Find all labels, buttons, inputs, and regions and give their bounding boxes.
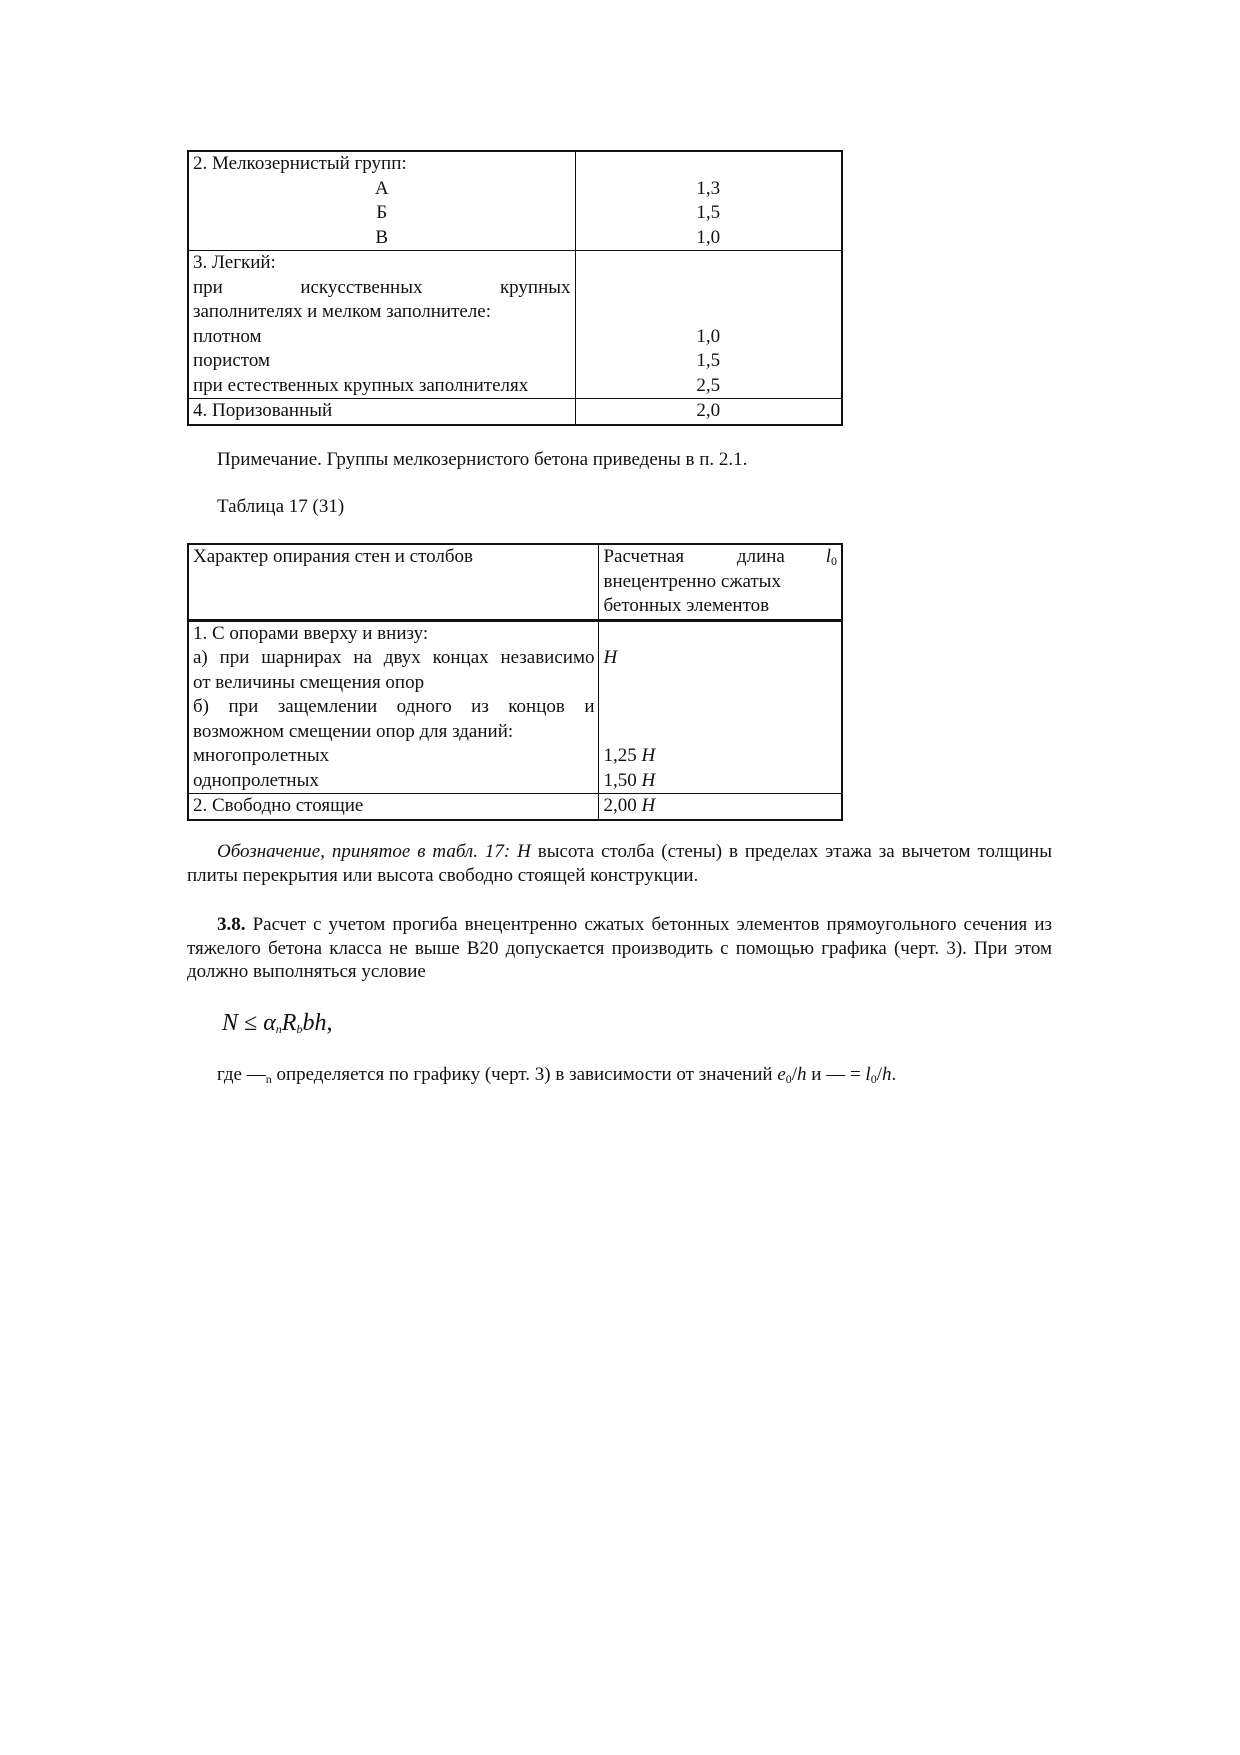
cell-line: возможном смещении опор для зданий:: [193, 720, 514, 742]
header-first-line: [603, 545, 837, 570]
cell-line-blank: [193, 594, 594, 619]
cell-line-blank: [603, 671, 837, 696]
table-row: [188, 399, 842, 425]
cell-line: б) при защемлении одного из концов и: [193, 696, 595, 717]
cell-line: 3. Легкий:: [193, 252, 276, 273]
cell-line: 2. Мелкозернистый групп:: [193, 153, 407, 174]
cell-line-blank: [580, 276, 837, 301]
cell-line-blank: [603, 695, 837, 720]
formula-le-sign: ≤: [244, 1010, 258, 1036]
cell-line: [603, 769, 837, 794]
cell-line: 2,5: [696, 374, 721, 396]
cell-line: 2,0: [696, 400, 721, 421]
cell-line: [603, 646, 837, 671]
symbol-subscript: 0: [831, 554, 837, 568]
formula-r: R: [281, 1010, 297, 1036]
cell-line: однопролетных: [193, 769, 319, 791]
cell-line: 1,5: [696, 350, 721, 371]
header-text: бетонных элементов: [603, 595, 770, 616]
variable-l: l: [865, 1064, 871, 1085]
slash: /: [876, 1064, 882, 1085]
cell-line: [603, 744, 837, 769]
variable-h: h: [797, 1064, 807, 1085]
slash: /: [791, 1064, 798, 1085]
dash-glyph: —: [826, 1064, 846, 1085]
cell-line: 1,3: [696, 177, 721, 199]
variable-h: H: [641, 745, 656, 766]
cell-line: при искусственных крупных: [193, 276, 571, 298]
section-text: Расчет с учетом прогиба внецентренно сжатых бетонных элементов прямоугольного сечения из тяжелого бетона класса не выше В20 допускается производить с помощью графика (черт. 3). При этом должно выполняться условие: [187, 914, 1052, 982]
coefficient-value: 1,25: [603, 745, 637, 766]
table-note: Примечание. Группы мелкозернистого бетона приведены в п. 2.1.: [217, 449, 748, 470]
designation-text: высота столба (стены) в пределах этажа за вычетом толщины плиты перекрытия или высота свободно стоящей конструкции.: [187, 841, 1052, 886]
formula-bh: bh: [302, 1010, 327, 1036]
section-3-8-paragraph: [187, 913, 1052, 984]
cell-line: 1,0: [696, 226, 721, 248]
table-row: [188, 620, 842, 794]
symbol-l0: [826, 545, 837, 570]
where-paragraph: [217, 1063, 1057, 1087]
subscript-0: 0: [870, 1072, 877, 1086]
table-header-cell: [188, 544, 599, 620]
cell-line: от величины смещения опор: [193, 671, 425, 693]
variable-h: H: [641, 795, 656, 816]
table-cell: [575, 399, 842, 425]
dash-glyph: —: [246, 1064, 266, 1085]
variable-h: h: [881, 1064, 892, 1085]
table-header-row: [188, 544, 842, 620]
header-text: внецентренно сжатых: [603, 570, 781, 592]
equals-sign: =: [845, 1064, 866, 1085]
cell-line-blank: [580, 251, 837, 276]
formula-comma: ,: [326, 1010, 333, 1036]
table-row: [188, 794, 842, 820]
table-cell: [188, 794, 599, 820]
subscript-n: n: [265, 1072, 272, 1086]
formula-alpha: α: [263, 1010, 276, 1036]
cell-line-blank: [603, 720, 837, 745]
table-row: [188, 251, 842, 399]
where-text: где: [217, 1064, 247, 1085]
cell-line: 4. Поризованный: [193, 400, 333, 421]
table-cell: [188, 151, 575, 251]
formula-r-subscript: b: [296, 1022, 303, 1036]
variable-h: H: [603, 647, 618, 668]
cell-line: [603, 794, 837, 819]
cell-line-blank: [580, 152, 837, 177]
cell-line: заполнителях и мелком заполнителе:: [193, 301, 492, 322]
cell-line: пористом: [193, 350, 270, 371]
cell-line: многопролетных: [193, 745, 330, 766]
concrete-type-coefficient-table: [187, 150, 843, 426]
cell-line: а) при шарнирах на двух концах независимо: [193, 647, 595, 668]
subscript-0: 0: [785, 1072, 792, 1086]
table-caption: Таблица 17 (31): [217, 496, 345, 517]
table-cell: [599, 794, 842, 820]
cell-line-blank: [603, 622, 837, 647]
cell-line: 1,0: [696, 325, 721, 347]
section-number: 3.8.: [217, 914, 246, 935]
designation-italic: Обозначение, принятое в табл. 17: H: [217, 841, 531, 862]
period: .: [891, 1064, 897, 1085]
variable-e: e: [777, 1064, 786, 1085]
table-cell: [188, 251, 575, 399]
cell-line: 1,5: [696, 202, 721, 223]
cell-line: 2. Свободно стоящие: [193, 795, 364, 816]
formula-n: N: [222, 1010, 239, 1036]
where-text: определяется по графику (черт. 3) в зависимости от значений: [276, 1064, 778, 1085]
condition-formula: [222, 1010, 332, 1037]
header-text: Характер опирания стен и столбов: [193, 546, 474, 567]
table-cell: [575, 151, 842, 251]
designation-paragraph: [187, 840, 1052, 887]
table-header-cell: [599, 544, 842, 620]
table-cell: [188, 620, 599, 794]
formula-alpha-subscript: n: [275, 1022, 282, 1036]
table-cell: [599, 620, 842, 794]
coefficient-value: 2,00: [603, 795, 637, 816]
table-row: [188, 151, 842, 251]
cell-line: Б: [376, 202, 388, 223]
cell-line: 1. С опорами вверху и внизу:: [193, 622, 429, 644]
cell-line-blank: [580, 300, 837, 325]
cell-line: плотном: [193, 325, 262, 347]
cell-line: В: [375, 226, 389, 248]
cell-line: А: [374, 177, 389, 199]
table-cell: [188, 399, 575, 425]
cell-line: при естественных крупных заполнителях: [193, 374, 529, 396]
where-text: и: [806, 1064, 827, 1085]
table-cell: [575, 251, 842, 399]
effective-length-table: [187, 543, 843, 821]
symbol-letter: l: [825, 546, 831, 567]
variable-h: H: [641, 769, 656, 791]
coefficient-value: 1,50: [603, 769, 637, 791]
header-text: Расчетная длина: [603, 546, 785, 567]
cell-line-blank: [193, 570, 594, 595]
